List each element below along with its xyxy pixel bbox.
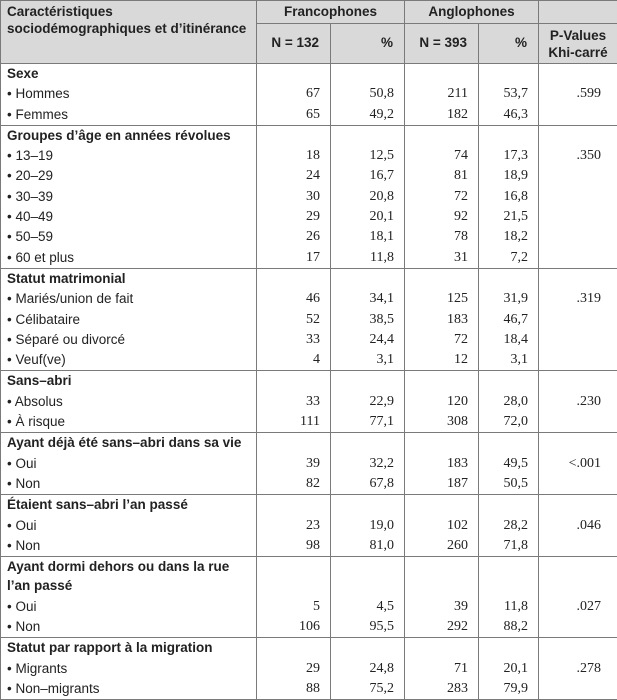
row-label: • 30–39 — [1, 187, 257, 207]
table-row — [1, 412, 617, 433]
row-label: • À risque — [1, 412, 257, 433]
franco-percent: 24,8 — [331, 659, 405, 679]
row-label: • 60 et plus — [1, 248, 257, 269]
row-label: • 20–29 — [1, 166, 257, 186]
anglo-percent: 49,5 — [479, 454, 539, 474]
empty-cell — [539, 105, 617, 126]
anglo-count: 78 — [405, 227, 479, 247]
anglo-percent: 18,4 — [479, 330, 539, 350]
empty-cell — [539, 557, 617, 597]
empty-cell — [479, 557, 539, 597]
franco-percent: 20,8 — [331, 187, 405, 207]
header-francophones: Francophones — [257, 1, 405, 24]
row-label: • Non — [1, 474, 257, 495]
section-header-row — [1, 64, 617, 85]
empty-cell — [331, 495, 405, 516]
p-value: .278 — [539, 659, 617, 679]
anglo-count: 125 — [405, 289, 479, 309]
section-title: Groupes d’âge en années révolues — [1, 125, 257, 146]
empty-cell — [331, 268, 405, 289]
franco-percent: 75,2 — [331, 679, 405, 700]
empty-cell — [257, 433, 331, 454]
header-pct-franco: % — [331, 24, 405, 64]
anglo-percent: 88,2 — [479, 617, 539, 638]
franco-percent: 50,8 — [331, 84, 405, 104]
franco-count: 98 — [257, 536, 331, 557]
anglo-percent: 79,9 — [479, 679, 539, 700]
anglo-percent: 20,1 — [479, 659, 539, 679]
anglo-count: 74 — [405, 146, 479, 166]
row-label: • Mariés/union de fait — [1, 289, 257, 309]
table-row — [1, 617, 617, 638]
empty-cell — [539, 330, 617, 350]
row-label: • Non — [1, 536, 257, 557]
row-label: • 13–19 — [1, 146, 257, 166]
section-header-row — [1, 638, 617, 659]
table-row — [1, 166, 617, 186]
anglo-count: 260 — [405, 536, 479, 557]
franco-count: 24 — [257, 166, 331, 186]
franco-percent: 3,1 — [331, 350, 405, 371]
p-value: <.001 — [539, 454, 617, 474]
row-label: • Oui — [1, 516, 257, 536]
empty-cell — [257, 371, 331, 392]
empty-cell — [479, 268, 539, 289]
table-row — [1, 289, 617, 309]
anglo-percent: 46,3 — [479, 105, 539, 126]
section-header-row — [1, 557, 617, 597]
franco-count: 65 — [257, 105, 331, 126]
franco-percent: 24,4 — [331, 330, 405, 350]
table-row — [1, 105, 617, 126]
empty-cell — [405, 125, 479, 146]
section-title: Ayant dormi dehors ou dans la rue l’an passé — [1, 557, 257, 597]
row-label: • Oui — [1, 597, 257, 617]
empty-cell — [331, 64, 405, 85]
franco-count: 88 — [257, 679, 331, 700]
row-label: • Non–migrants — [1, 679, 257, 700]
section-title: Sexe — [1, 64, 257, 85]
table-row — [1, 536, 617, 557]
section-header-row — [1, 268, 617, 289]
empty-cell — [257, 268, 331, 289]
empty-cell — [405, 638, 479, 659]
franco-count: 5 — [257, 597, 331, 617]
anglo-percent: 28,0 — [479, 392, 539, 412]
anglo-count: 39 — [405, 597, 479, 617]
empty-cell — [539, 166, 617, 186]
table-row — [1, 516, 617, 536]
empty-cell — [539, 638, 617, 659]
franco-count: 52 — [257, 310, 331, 330]
franco-percent: 22,9 — [331, 392, 405, 412]
table-row — [1, 659, 617, 679]
empty-cell — [539, 187, 617, 207]
row-label: • Célibataire — [1, 310, 257, 330]
section-header-row — [1, 495, 617, 516]
header-pct-anglo: % — [479, 24, 539, 64]
franco-count: 4 — [257, 350, 331, 371]
franco-count: 18 — [257, 146, 331, 166]
anglo-percent: 21,5 — [479, 207, 539, 227]
empty-cell — [331, 371, 405, 392]
p-value: .046 — [539, 516, 617, 536]
p-value: .230 — [539, 392, 617, 412]
row-label: • Absolus — [1, 392, 257, 412]
table-row — [1, 207, 617, 227]
row-label: • Oui — [1, 454, 257, 474]
anglo-count: 211 — [405, 84, 479, 104]
franco-count: 17 — [257, 248, 331, 269]
anglo-percent: 18,9 — [479, 166, 539, 186]
table-row — [1, 350, 617, 371]
franco-percent: 19,0 — [331, 516, 405, 536]
franco-percent: 67,8 — [331, 474, 405, 495]
franco-percent: 81,0 — [331, 536, 405, 557]
anglo-count: 12 — [405, 350, 479, 371]
franco-count: 29 — [257, 207, 331, 227]
anglo-count: 72 — [405, 330, 479, 350]
anglo-count: 72 — [405, 187, 479, 207]
franco-count: 33 — [257, 330, 331, 350]
empty-cell — [539, 536, 617, 557]
p-value: .319 — [539, 289, 617, 309]
franco-count: 30 — [257, 187, 331, 207]
section-title: Sans–abri — [1, 371, 257, 392]
empty-cell — [257, 495, 331, 516]
row-label: • Femmes — [1, 105, 257, 126]
empty-cell — [539, 268, 617, 289]
franco-percent: 32,2 — [331, 454, 405, 474]
table-row — [1, 454, 617, 474]
franco-percent: 20,1 — [331, 207, 405, 227]
section-header-row — [1, 433, 617, 454]
table-row — [1, 146, 617, 166]
section-title: Statut matrimonial — [1, 268, 257, 289]
anglo-percent: 18,2 — [479, 227, 539, 247]
empty-cell — [539, 310, 617, 330]
empty-cell — [405, 371, 479, 392]
section-title: Statut par rapport à la migration — [1, 638, 257, 659]
empty-cell — [539, 679, 617, 700]
empty-cell — [539, 125, 617, 146]
empty-cell — [331, 125, 405, 146]
empty-cell — [405, 268, 479, 289]
franco-percent: 18,1 — [331, 227, 405, 247]
table-row — [1, 84, 617, 104]
p-value: .350 — [539, 146, 617, 166]
franco-percent: 95,5 — [331, 617, 405, 638]
franco-count: 39 — [257, 454, 331, 474]
section-header-row — [1, 125, 617, 146]
table-row — [1, 474, 617, 495]
header-blank — [539, 1, 617, 24]
table-row — [1, 597, 617, 617]
empty-cell — [539, 495, 617, 516]
empty-cell — [257, 125, 331, 146]
anglo-count: 182 — [405, 105, 479, 126]
franco-percent: 34,1 — [331, 289, 405, 309]
anglo-count: 120 — [405, 392, 479, 412]
empty-cell — [539, 64, 617, 85]
empty-cell — [539, 433, 617, 454]
anglo-count: 187 — [405, 474, 479, 495]
row-label: • Hommes — [1, 84, 257, 104]
empty-cell — [539, 227, 617, 247]
table-row — [1, 679, 617, 700]
franco-count: 23 — [257, 516, 331, 536]
table-row — [1, 330, 617, 350]
empty-cell — [479, 433, 539, 454]
empty-cell — [405, 64, 479, 85]
header-n-anglo: N = 393 — [405, 24, 479, 64]
row-label: • Non — [1, 617, 257, 638]
empty-cell — [331, 557, 405, 597]
anglo-count: 102 — [405, 516, 479, 536]
empty-cell — [479, 638, 539, 659]
anglo-percent: 46,7 — [479, 310, 539, 330]
anglo-count: 283 — [405, 679, 479, 700]
franco-count: 29 — [257, 659, 331, 679]
empty-cell — [479, 371, 539, 392]
anglo-count: 71 — [405, 659, 479, 679]
anglo-count: 183 — [405, 310, 479, 330]
section-title: Étaient sans–abri l’an passé — [1, 495, 257, 516]
empty-cell — [539, 248, 617, 269]
anglo-count: 31 — [405, 248, 479, 269]
anglo-percent: 28,2 — [479, 516, 539, 536]
p-value: .599 — [539, 84, 617, 104]
table-row — [1, 187, 617, 207]
row-label: • Séparé ou divorcé — [1, 330, 257, 350]
empty-cell — [539, 617, 617, 638]
empty-cell — [405, 557, 479, 597]
empty-cell — [331, 433, 405, 454]
empty-cell — [479, 64, 539, 85]
empty-cell — [405, 495, 479, 516]
header-title: Caractéristiques sociodémographiques et d’itinérance — [1, 1, 257, 64]
franco-percent: 49,2 — [331, 105, 405, 126]
empty-cell — [539, 412, 617, 433]
franco-percent: 12,5 — [331, 146, 405, 166]
header-pvalues: P-Values Khi-carré — [539, 24, 617, 64]
row-label: • Veuf(ve) — [1, 350, 257, 371]
row-label: • Migrants — [1, 659, 257, 679]
franco-percent: 11,8 — [331, 248, 405, 269]
franco-count: 67 — [257, 84, 331, 104]
table-row — [1, 310, 617, 330]
anglo-count: 308 — [405, 412, 479, 433]
table-row — [1, 227, 617, 247]
empty-cell — [257, 64, 331, 85]
anglo-percent: 11,8 — [479, 597, 539, 617]
anglo-count: 81 — [405, 166, 479, 186]
franco-count: 111 — [257, 412, 331, 433]
franco-percent: 77,1 — [331, 412, 405, 433]
row-label: • 40–49 — [1, 207, 257, 227]
franco-count: 33 — [257, 392, 331, 412]
table-row — [1, 392, 617, 412]
anglo-percent: 72,0 — [479, 412, 539, 433]
table-body — [1, 64, 617, 700]
anglo-percent: 17,3 — [479, 146, 539, 166]
empty-cell — [257, 557, 331, 597]
empty-cell — [331, 638, 405, 659]
row-label: • 50–59 — [1, 227, 257, 247]
anglo-count: 183 — [405, 454, 479, 474]
anglo-percent: 53,7 — [479, 84, 539, 104]
empty-cell — [539, 207, 617, 227]
empty-cell — [539, 474, 617, 495]
table-row — [1, 248, 617, 269]
anglo-count: 292 — [405, 617, 479, 638]
anglo-percent: 31,9 — [479, 289, 539, 309]
anglo-percent: 3,1 — [479, 350, 539, 371]
empty-cell — [539, 371, 617, 392]
anglo-count: 92 — [405, 207, 479, 227]
franco-count: 26 — [257, 227, 331, 247]
section-header-row — [1, 371, 617, 392]
empty-cell — [479, 125, 539, 146]
franco-percent: 38,5 — [331, 310, 405, 330]
franco-percent: 16,7 — [331, 166, 405, 186]
franco-count: 82 — [257, 474, 331, 495]
empty-cell — [405, 433, 479, 454]
section-title: Ayant déjà été sans–abri dans sa vie — [1, 433, 257, 454]
p-value: .027 — [539, 597, 617, 617]
anglo-percent: 71,8 — [479, 536, 539, 557]
empty-cell — [479, 495, 539, 516]
franco-count: 46 — [257, 289, 331, 309]
empty-cell — [539, 350, 617, 371]
franco-count: 106 — [257, 617, 331, 638]
anglo-percent: 16,8 — [479, 187, 539, 207]
anglo-percent: 7,2 — [479, 248, 539, 269]
franco-percent: 4,5 — [331, 597, 405, 617]
empty-cell — [257, 638, 331, 659]
header-n-franco: N = 132 — [257, 24, 331, 64]
anglo-percent: 50,5 — [479, 474, 539, 495]
header-anglophones: Anglophones — [405, 1, 539, 24]
